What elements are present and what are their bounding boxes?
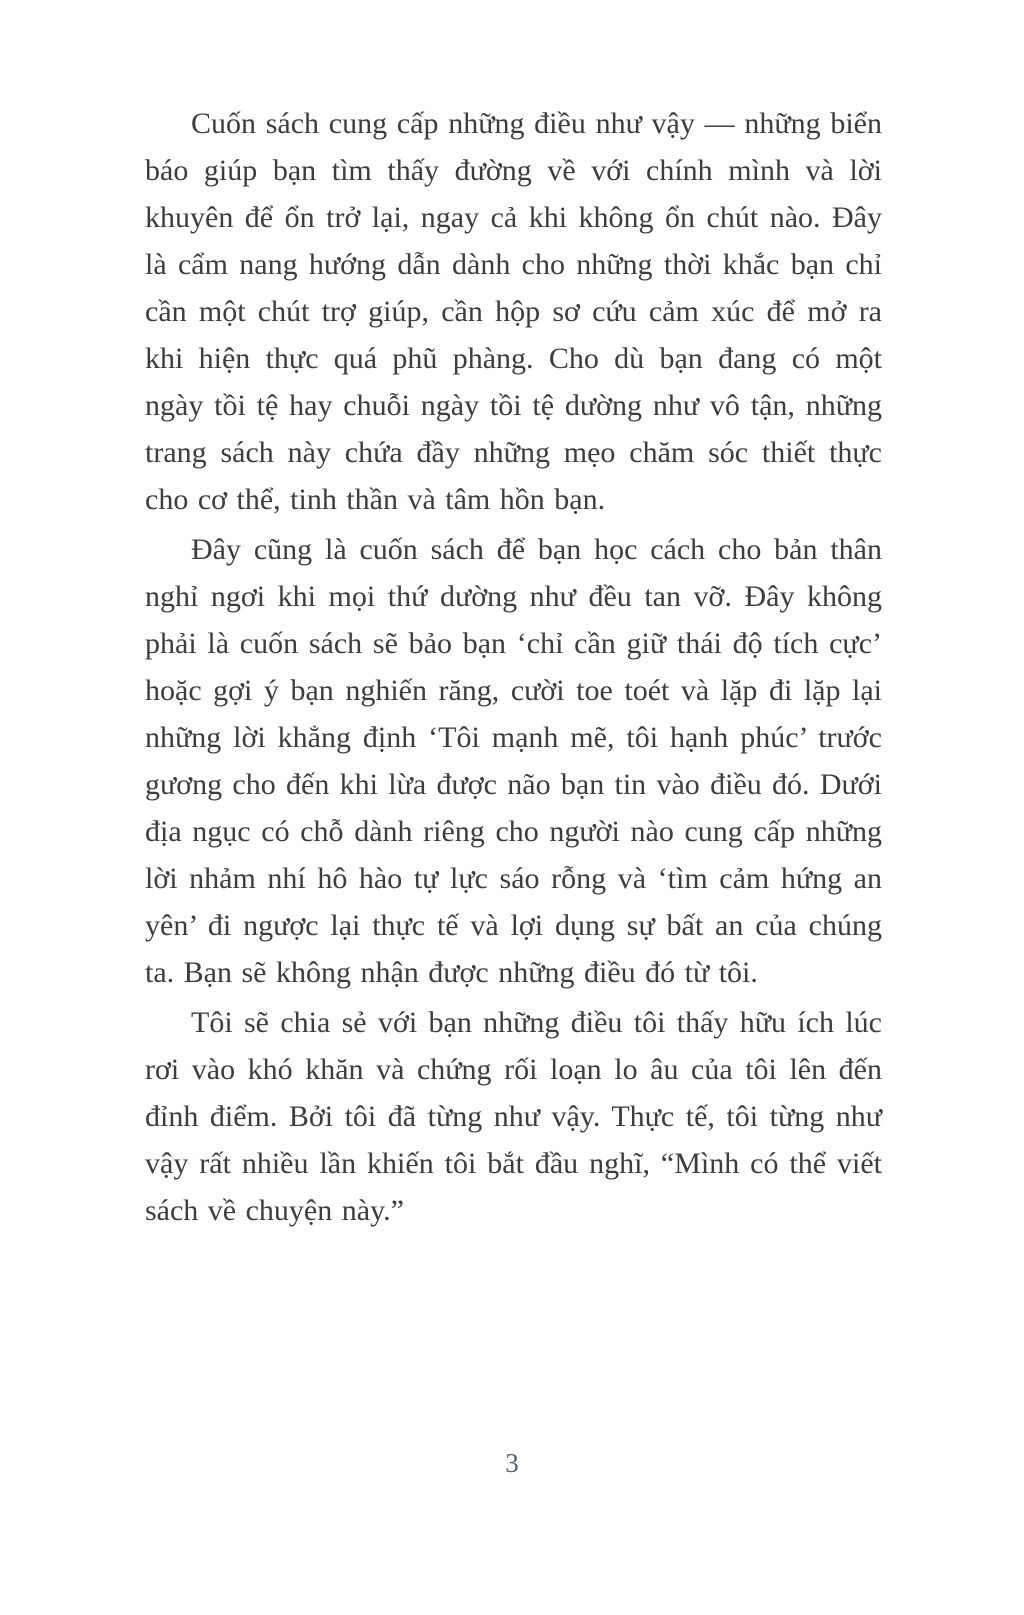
page-body-text: [145, 100, 882, 1237]
paragraph-3: Tôi sẽ chia sẻ với bạn những điều tôi thấy hữu ích lúc rơi vào khó khăn và chứng rối loạn lo âu của tôi lên đến đỉnh điểm. Bởi tôi đã từng như vậy. Thực tế, tôi từng như vậy rất nhiều lần khiến tôi bắt đầu nghĩ, “Mình có thể viết sách về chuyện này.”: [145, 1006, 882, 1227]
page-number: 3: [505, 1448, 519, 1478]
paragraph-2: Đây cũng là cuốn sách để bạn học cách cho bản thân nghỉ ngơi khi mọi thứ dường như đều tan vỡ. Đây không phải là cuốn sách sẽ bảo bạn ‘chỉ cần giữ thái độ tích cực’ hoặc gợi ý bạn nghiến răng, cười toe toét và lặp đi lặp lại những lời khẳng định ‘Tôi mạnh mẽ, tôi hạnh phúc’ trước gương cho đến khi lừa được não bạn tin vào điều đó. Dưới địa ngục có chỗ dành riêng cho người nào cung cấp những lời nhảm nhí hô hào tự lực sáo rỗng và ‘tìm cảm hứng an yên’ đi ngược lại thực tế và lợi dụng sự bất an của chúng ta. Bạn sẽ không nhận được những điều đó từ tôi.: [145, 533, 882, 989]
paragraph-1: Cuốn sách cung cấp những điều như vậy — những biển báo giúp bạn tìm thấy đường về với chính mình và lời khuyên để ổn trở lại, ngay cả khi không ổn chút nào. Đây là cẩm nang hướng dẫn dành cho những thời khắc bạn chỉ cần một chút trợ giúp, cần hộp sơ cứu cảm xúc để mở ra khi hiện thực quá phũ phàng. Cho dù bạn đang có một ngày tồi tệ hay chuỗi ngày tồi tệ dường như vô tận, những trang sách này chứa đầy những mẹo chăm sóc thiết thực cho cơ thể, tinh thần và tâm hồn bạn.: [145, 107, 882, 516]
